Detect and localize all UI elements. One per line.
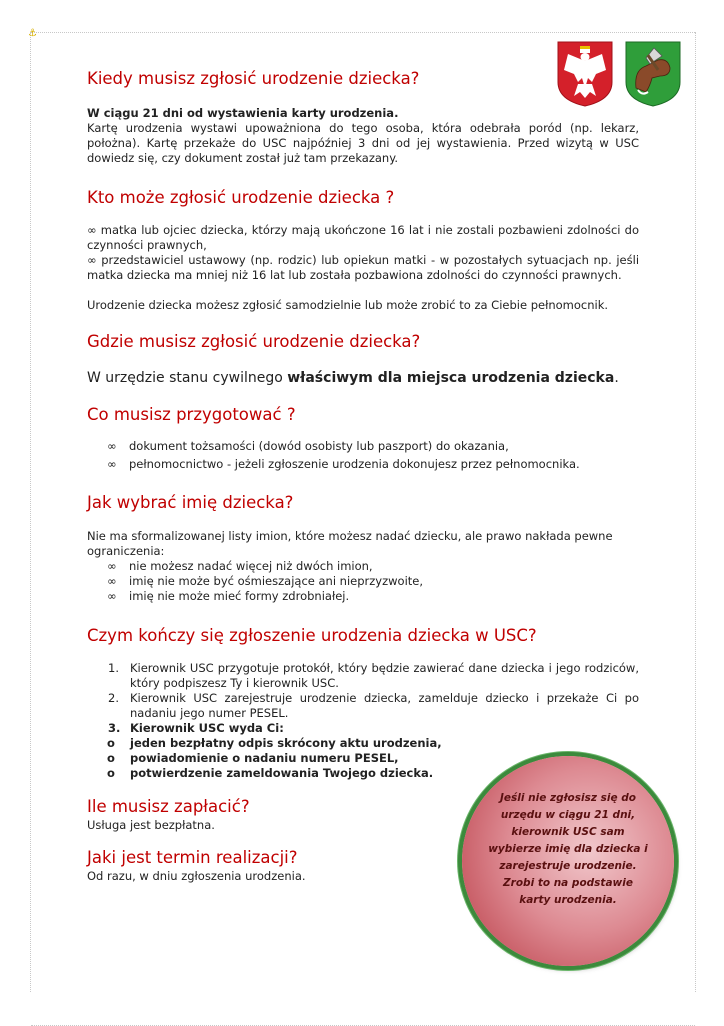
sub-item-text: jeden bezpłatny odpis skrócony aktu urodzenia, — [130, 736, 442, 750]
cost-body: Usługa jest bezpłatna. — [87, 818, 215, 832]
list-item — [87, 691, 639, 721]
where-text-bold: właściwym dla miejsca urodzenia dziecka — [287, 370, 615, 386]
name-bullet-3: imię nie może mieć formy zdrobniałej. — [129, 589, 350, 603]
name-intro: Nie ma sformalizowanej listy imion, które możesz nadać dziecku, ale prawo nakłada pewne ograniczenia: — [87, 529, 613, 558]
list-item — [87, 574, 639, 589]
bullet-icon: ∞ — [107, 589, 117, 603]
sub-bullet-icon: o — [107, 751, 115, 765]
section-heading-cost: Ile musisz zapłacić? — [87, 797, 250, 816]
name-bullet-2: imię nie może być ośmieszające ani nieprzyzwoite, — [129, 574, 424, 588]
sub-bullet-icon: o — [107, 736, 115, 750]
bullet-icon: ∞ — [87, 223, 97, 237]
deadline-body: Od razu, w dniu zgłoszenia urodzenia. — [87, 869, 306, 883]
prepare-bullet-1: dokument tożsamości (dowód osobisty lub paszport) do okazania, — [129, 439, 509, 453]
callout-text: Jeśli nie zgłosisz się do urzędu w ciągu 21 dni, kierownik USC sam wybierze imię dla dziecka i zarejestruje urodzenie. Zrobi to na podstawie karty urodzenia. — [488, 792, 648, 906]
bullet-icon: ∞ — [87, 253, 97, 267]
who-bullet-1: matka lub ojciec dziecka, którzy mają ukończone 16 lat i nie zostali pozbawieni zdolności do czynności prawnych, — [87, 223, 639, 252]
prepare-bullet-2: pełnomocnictwo - jeżeli zgłoszenie urodzenia dokonujesz przez pełnomocnika. — [129, 457, 580, 471]
section-heading-deadline: Jaki jest termin realizacji? — [87, 848, 298, 867]
anchor-icon: ⚓ — [28, 28, 37, 39]
where-text-post: . — [614, 370, 619, 386]
section-heading-result: Czym kończy się zgłoszenie urodzenia dziecka w USC? — [87, 626, 537, 645]
sub-item-text: potwierdzenie zameldowania Twojego dziecka. — [130, 766, 434, 780]
step-text: Kierownik USC wyda Ci: — [130, 721, 284, 735]
callout-bubble — [462, 756, 674, 966]
list-item — [87, 253, 639, 283]
when-lead: W ciągu 21 dni od wystawienia karty urodzenia. — [87, 106, 399, 120]
section-heading-name: Jak wybrać imię dziecka? — [87, 493, 294, 512]
bullet-icon: ∞ — [107, 559, 117, 573]
section-heading-prepare: Co musisz przygotować ? — [87, 405, 296, 424]
list-item — [87, 457, 639, 472]
sub-item-text: powiadomienie o nadaniu numeru PESEL, — [130, 751, 399, 765]
bullet-icon: ∞ — [107, 439, 117, 453]
name-bullet-1: nie możesz nadać więcej niż dwóch imion, — [129, 559, 373, 573]
step-number: 2. — [108, 691, 119, 705]
list-item — [87, 589, 639, 604]
section-heading-where: Gdzie musisz zgłosić urodzenie dziecka? — [87, 332, 421, 351]
where-text-pre: W urzędzie stanu cywilnego — [87, 370, 288, 386]
section-heading-when: Kiedy musisz zgłosić urodzenie dziecka? — [87, 69, 420, 88]
step-number: 1. — [108, 661, 119, 675]
when-body: Kartę urodzenia wystawi upoważniona do tego osoba, która odebrała poród (np. lekarz, położna). Kartę przekaże do USC najpóźniej 3 dni od jej wystawienia. Przed wizytą w USC dowiedz się, czy dokument został już tam przekazany. — [87, 121, 639, 165]
list-item — [87, 736, 639, 751]
list-item — [87, 223, 639, 253]
list-item — [87, 439, 639, 454]
step-text: Kierownik USC zarejestruje urodzenie dziecka, zamelduje dziecko i przekaże Ci po nadaniu jego numer PESEL. — [130, 691, 639, 720]
who-note: Urodzenie dziecka możesz zgłosić samodzielnie lub może zrobić to za Ciebie pełnomocnik. — [87, 298, 609, 312]
where-text — [87, 369, 639, 387]
bullet-icon: ∞ — [107, 574, 117, 588]
list-item — [87, 661, 639, 691]
step-text: Kierownik USC przygotuje protokół, który będzie zawierać dane dziecka i jego rodziców, który podpiszesz Ty i kierownik USC. — [130, 661, 639, 690]
sub-bullet-icon: o — [107, 766, 115, 780]
bullet-icon: ∞ — [107, 457, 117, 471]
section-heading-who: Kto może zgłosić urodzenie dziecka ? — [87, 188, 395, 207]
list-item — [87, 559, 639, 574]
step-number: 3. — [108, 721, 121, 735]
who-bullet-2: przedstawiciel ustawowy (np. rodzic) lub opiekun matki - w pozostałych sytuacjach np. jeśli matka dziecka ma mniej niż 16 lat lub została pozbawiona zdolności do czynności prawnych. — [87, 253, 640, 282]
